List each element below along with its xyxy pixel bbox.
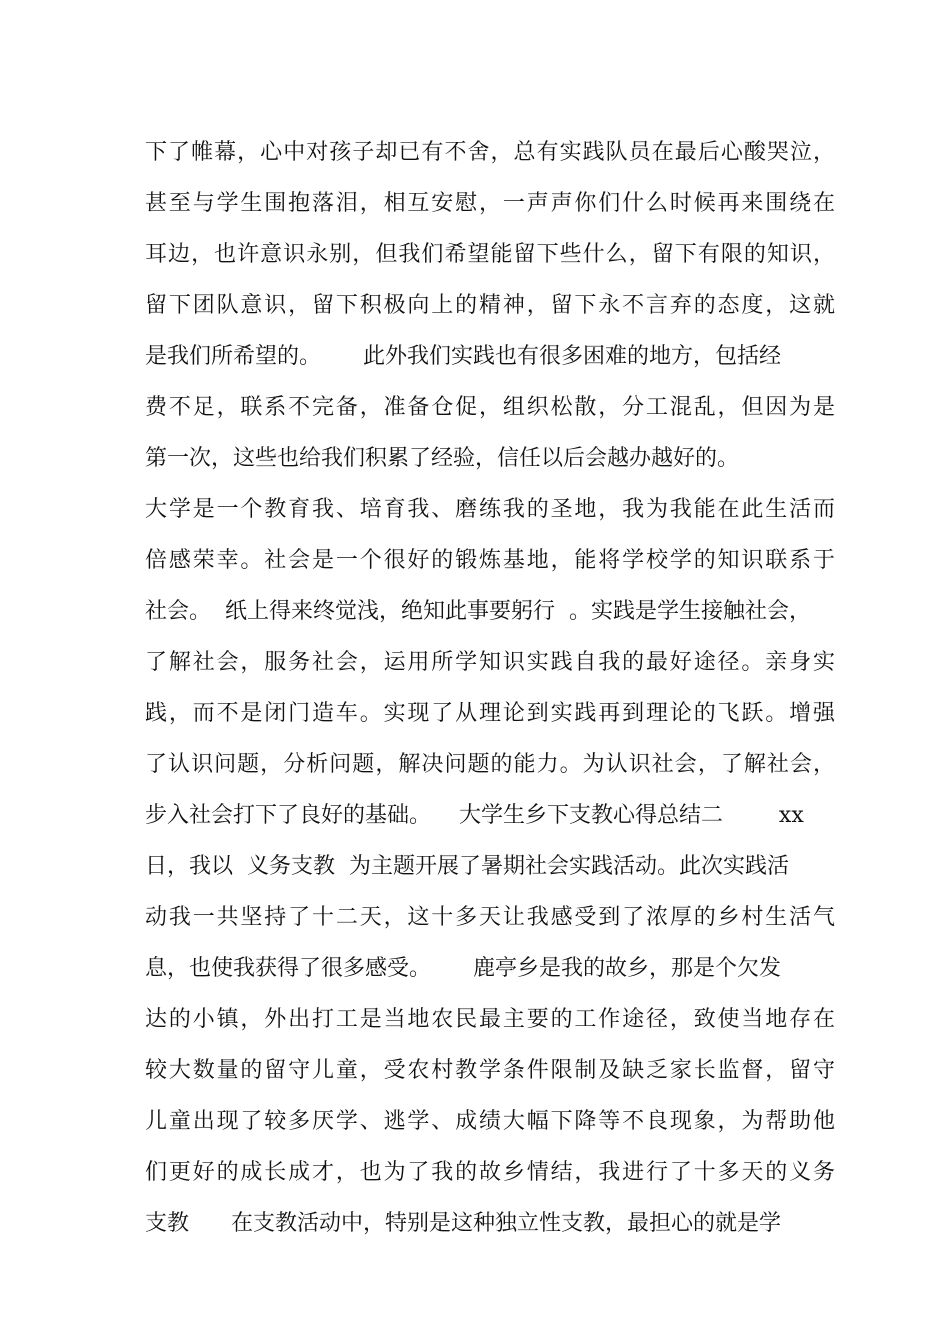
text-line: 日，我以 义务支教 为主题开展了暑期社会实践活动。此次实践活	[145, 854, 789, 879]
text-line: 第一次，这些也给我们积累了经验，信任以后会越办越好的。	[145, 446, 740, 471]
text-line: 践，而不是闭门造车。实现了从理论到实践再到理论的飞跃。增强	[145, 701, 835, 726]
text-line: 儿童出现了较多厌学、逃学、成绩大幅下降等不良现象，为帮助他	[145, 1109, 835, 1134]
text-line: 息，也使我获得了很多感受。 鹿亭乡是我的故乡，那是个欠发	[145, 956, 781, 981]
text-line: 倍感荣幸。社会是一个很好的锻炼基地，能将学校学的知识联系于	[145, 548, 835, 573]
text-line: 下了帷幕，心中对孩子却已有不舍，总有实践队员在最后心酸哭泣，	[145, 140, 835, 165]
text-line: 了解社会，服务社会，运用所学知识实践自我的最好途径。亲身实	[145, 650, 835, 675]
text-line: 留下团队意识，留下积极向上的精神，留下永不言弃的态度，这就	[145, 293, 835, 318]
text-line: 耳边，也许意识永别，但我们希望能留下些什么，留下有限的知识，	[145, 242, 835, 267]
text-line: 社会。 纸上得来终觉浅，绝知此事要躬行 。实践是学生接触社会，	[145, 599, 811, 624]
text-line: 们更好的成长成才，也为了我的故乡情结，我进行了十多天的义务	[145, 1160, 835, 1185]
document-body	[145, 127, 835, 1249]
text-line: 支教 在支教活动中，特别是这种独立性支教，最担心的就是学	[145, 1211, 781, 1236]
text-line: 是我们所希望的。 此外我们实践也有很多困难的地方，包括经	[145, 344, 781, 369]
text-line: 费不足，联系不完备，准备仓促，组织松散，分工混乱，但因为是	[145, 395, 835, 420]
text-line: 步入社会打下了良好的基础。 大学生乡下支教心得总结二 xx	[145, 803, 804, 828]
text-line: 了认识问题，分析问题，解决问题的能力。为认识社会，了解社会，	[145, 752, 835, 777]
text-line: 大学是一个教育我、培育我、磨练我的圣地，我为我能在此生活而	[145, 497, 835, 522]
text-line: 达的小镇，外出打工是当地农民最主要的工作途径，致使当地存在	[145, 1007, 835, 1032]
text-line: 甚至与学生围抱落泪，相互安慰，一声声你们什么时候再来围绕在	[145, 191, 835, 216]
text-line: 较大数量的留守儿童，受农村教学条件限制及缺乏家长监督，留守	[145, 1058, 835, 1083]
text-line: 动我一共坚持了十二天，这十多天让我感受到了浓厚的乡村生活气	[145, 905, 835, 930]
